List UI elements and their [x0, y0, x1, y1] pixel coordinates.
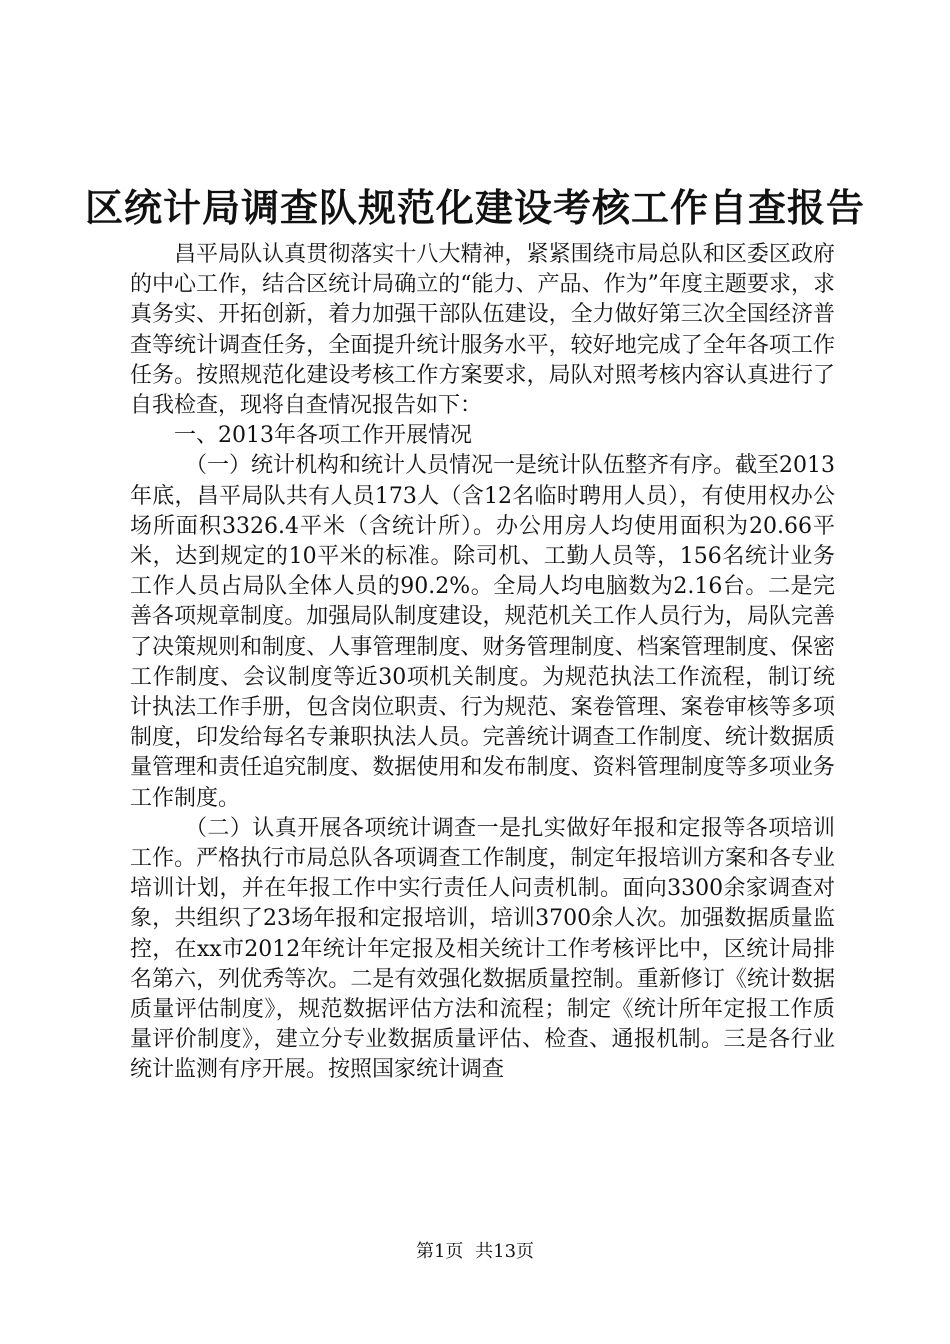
document-title: 区统计局调查队规范化建设考核工作自查报告	[84, 185, 865, 230]
section-heading: 一、2013年各项工作开展情况	[174, 423, 472, 449]
page-footer	[0, 1240, 950, 1264]
document-body	[130, 240, 835, 1086]
section-1-paragraph: （一）统计机构和统计人员情况一是统计队伍整齐有序。截至2013年底，昌平局队共有人员173人（含12名临时聘用人员），有使用权办公场所面积3326.4平米（含统计所）。办公用房人均使用面积为20.66平米，达到规定的10平米的标准。除司机、工勤人员等，156名统计业务工作人员占局队全体人员的90.2%。全局人均电脑数为2.16台。二是完善各项规章制度。加强局队制度建设，规范机关工作人员行为，局队完善了决策规则和制度、人事管理制度、财务管理制度、档案管理制度、保密工作制度、会议制度等近30项机关制度。为规范执法工作流程，制订统计执法工作手册，包含岗位职责、行为规范、案卷管理、案卷审核等多项制度，印发给每名专兼职执法人员。完善统计调查工作制度、统计数据质量管理和责任追究制度、数据使用和发布制度、资料管理制度等多项业务工作制度。	[130, 453, 836, 811]
page-number: 第1页	[415, 1241, 464, 1262]
intro-paragraph: 昌平局队认真贯彻落实十八大精神，紧紧围绕市局总队和区委区政府的中心工作，结合区统计局确立的“能力、产品、作为”年度主题要求，求真务实、开拓创新，着力加强干部队伍建设，全力做好第三次全国经济普查等统计调查任务，全面提升统计服务水平，较好地完成了全年各项工作任务。按照规范化建设考核工作方案要求，局队对照考核内容认真进行了自我检查，现将自查情况报告如下：	[130, 242, 835, 419]
page-total: 共13页	[475, 1241, 535, 1262]
section-2-paragraph: （二）认真开展各项统计调查一是扎实做好年报和定报等各项培训工作。严格执行市局总队各项调查工作制度，制定年报培训方案和各专业培训计划，并在年报工作中实行责任人问责机制。面向3300余家调查对象，共组织了23场年报和定报培训，培训3700余人次。加强数据质量监控，在xx市2012年统计年定报及相关统计工作考核评比中，区统计局排名第六，列优秀等次。二是有效强化数据质量控制。重新修订《统计数据质量评估制度》，规范数据评估方法和流程；制定《统计所年定报工作质量评价制度》，建立分专业数据质量评估、检查、通报机制。三是各行业统计监测有序开展。按照国家统计调查	[130, 815, 835, 1083]
